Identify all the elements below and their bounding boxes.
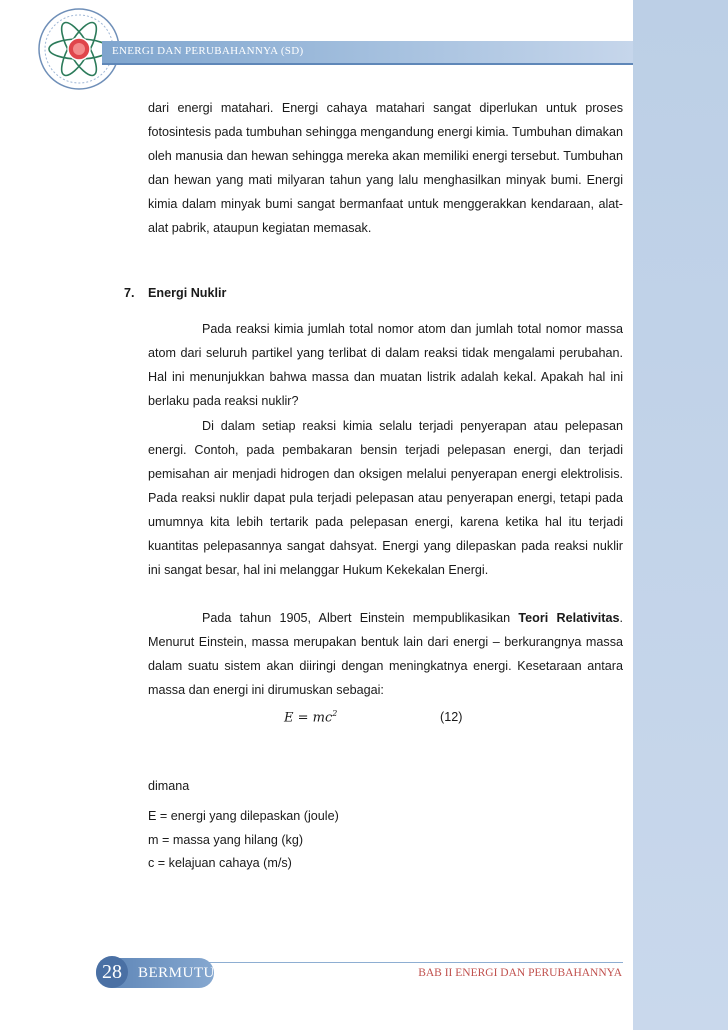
footer-chapter-label: BAB II ENERGI DAN PERUBAHANNYA: [418, 967, 622, 979]
intro-paragraph: dari energi matahari. Energi cahaya matahari sangat diperlukan untuk proses fotosintesis pada tumbuhan sehingga mengandung energi kimia. Tumbuhan dimakan oleh manusia dan hewan sehingga mereka akan memiliki energi tersebut. Tumbuhan dan hewan yang mati milyaran tahun yang lalu menghasilkan minyak bumi. Energi kimia dalam minyak bumi sangat bermanfaat untuk menggerakkan kendaraan, alat-alat pabrik, ataupun kegiatan memasak.: [148, 101, 623, 235]
equation-number: (12): [440, 710, 463, 724]
where-label: dimana: [148, 779, 190, 793]
section-title: Energi Nuklir: [148, 286, 227, 300]
right-side-strip: [633, 0, 728, 1030]
definition-mass: m = massa yang hilang (kg): [148, 833, 304, 847]
section-number: 7.: [124, 286, 135, 300]
paragraph-mass-conservation: Pada reaksi kimia jumlah total nomor atom dan jumlah total nomor massa atom dari seluruh partikel yang terlibat di dalam reaksi tidak mengalami perubahan. Hal ini menunjukkan bahwa massa dan muatan listrik adalah kekal. Apakah hal ini berlaku pada reaksi nuklir?: [148, 322, 623, 408]
footer-left-label: BERMUTU: [138, 965, 215, 981]
definition-speed-of-light: c = kelajuan cahaya (m/s): [148, 856, 292, 870]
paragraph-energy-release: Di dalam setiap reaksi kimia selalu terjadi penyerapan atau pelepasan energi. Contoh, pada pembakaran bensin terjadi pelepasan energi, dan terjadi pemisahan air menjadi hidrogen dan oksigen melalui penyerapan energi elektrolisis. Pada reaksi nuklir dapat pula terjadi pelepasan atau penyerapan energi, tetapi pada umumnya kita lebih tertarik pada pelepasan energi, karena ketika hal itu terjadi kuantitas pelepasannya sangat dahsyat. Energi yang dilepaskan pada reaksi nuklir ini sangat besar, hal ini melanggar Hukum Kekekalan Energi.: [148, 419, 623, 577]
definition-energy: E = energi yang dilepaskan (joule): [148, 809, 339, 823]
paragraph-einstein: Pada tahun 1905, Albert Einstein mempublikasikan Teori Relativitas. Menurut Einstein, massa merupakan bentuk lain dari energi – berkurangnya massa dalam suatu sistem akan diiringi dengan meningkatnya energi. Kesetaraan antara massa dan energi ini dirumuskan sebagai:: [148, 611, 623, 697]
page-number: 28: [96, 956, 128, 988]
formula-emc2: $E = mc^2$: [284, 709, 338, 726]
header-title: ENERGI DAN PERUBAHANNYA (SD): [112, 45, 304, 57]
section-heading: [124, 286, 226, 300]
theory-of-relativity-bold: Teori Relativitas: [518, 611, 620, 625]
header-divider: [102, 63, 633, 65]
